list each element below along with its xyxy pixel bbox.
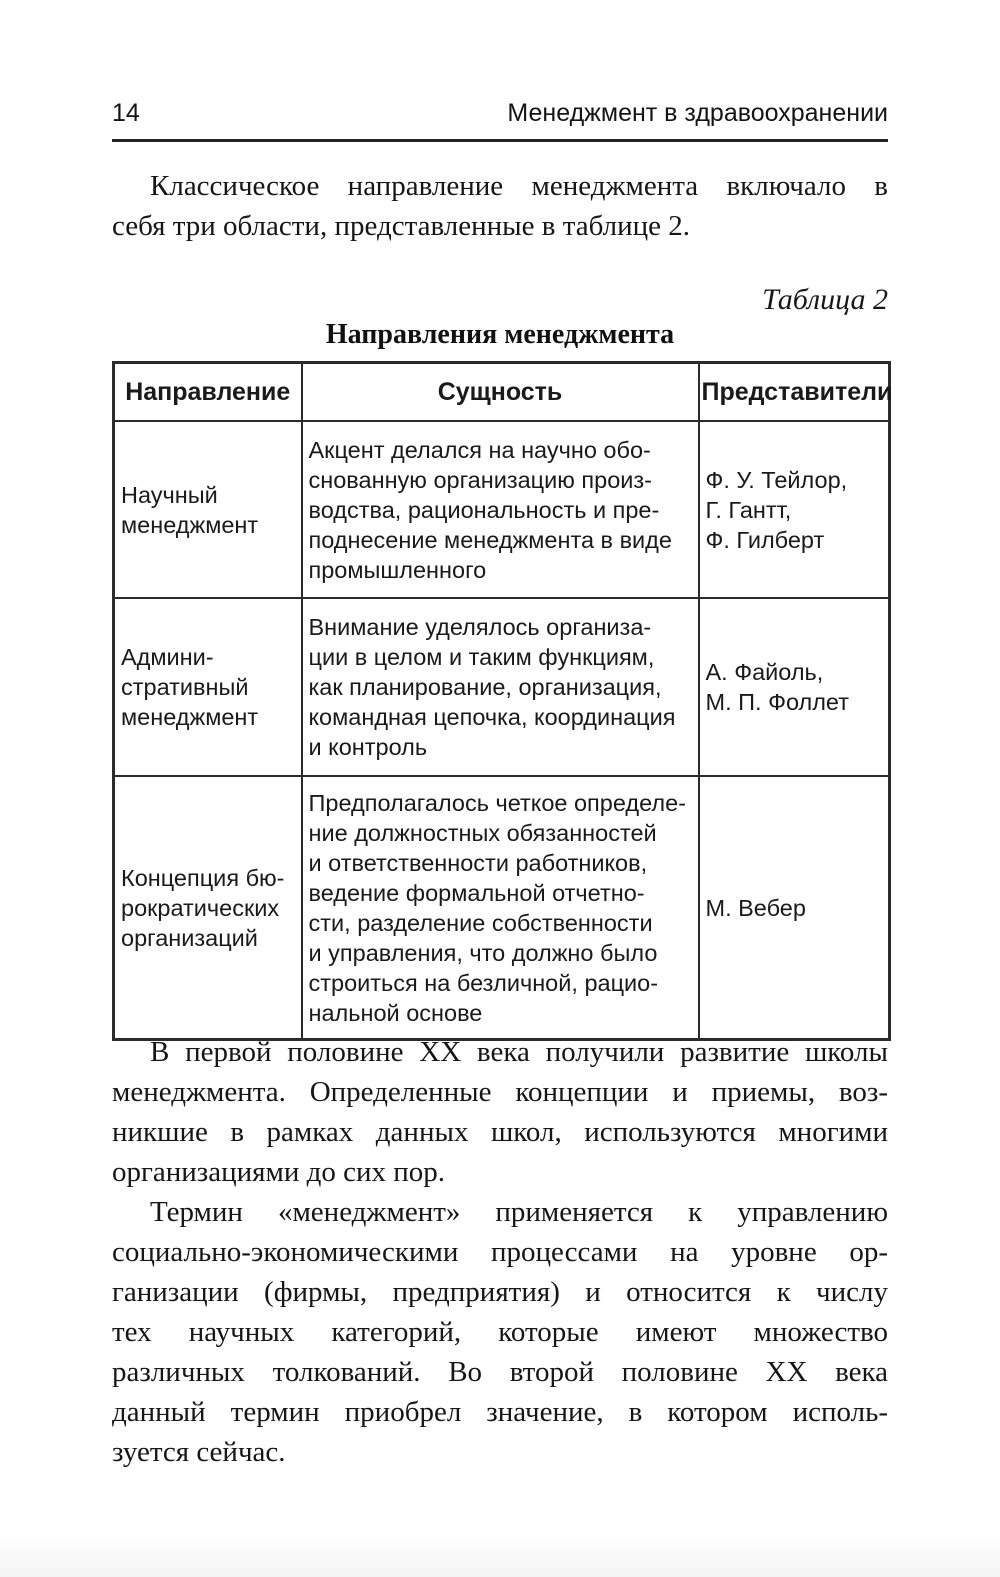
text-line: Научный bbox=[121, 481, 218, 508]
text-line: различных толкований. Во второй половине XX века bbox=[112, 1356, 888, 1388]
text-line: менеджмент bbox=[121, 704, 259, 730]
text-line: В первой половине XX века получили развитие школы bbox=[150, 1036, 888, 1068]
term-paragraph bbox=[112, 1192, 888, 1472]
direction-cell bbox=[114, 776, 302, 1040]
text-line: строиться на безличной, рацио- bbox=[308, 969, 659, 996]
text-line: и ответственности работников, bbox=[308, 849, 648, 876]
header-cell-representatives: Представители bbox=[699, 363, 890, 422]
text-line: организаций bbox=[121, 924, 258, 951]
text-line: и контроль bbox=[308, 734, 428, 760]
text-line: А. Файоль, bbox=[705, 659, 824, 685]
text-line: и управления, что должно было bbox=[308, 939, 658, 966]
header-rule bbox=[112, 139, 888, 142]
text-line: М. Вебер bbox=[705, 894, 806, 921]
text-line: водства, рациональность и пре- bbox=[308, 496, 660, 523]
text-line: ции в целом и таким функциям, bbox=[308, 644, 655, 670]
lower-text-block bbox=[112, 1032, 888, 1472]
text-line: нальной основе bbox=[308, 999, 483, 1026]
text-line: Классическое направление менеджмента включало в bbox=[150, 170, 888, 202]
text-line: Термин «менеджмент» применяется к управлению bbox=[150, 1196, 888, 1228]
text-line: никшие в рамках данных школ, используются многими bbox=[112, 1116, 888, 1148]
text-line: Акцент делался на научно обо- bbox=[308, 436, 651, 463]
text-line: организациями до сих пор. bbox=[112, 1156, 446, 1188]
representatives-cell bbox=[699, 421, 890, 598]
text-line: ганизации (фирмы, предприятия) и относится к числу bbox=[112, 1276, 888, 1308]
text-line: сти, разделение собственности bbox=[308, 909, 653, 936]
table-row-administrative-management bbox=[114, 598, 890, 776]
direction-cell bbox=[114, 421, 302, 598]
text-line: как планирование, организация, bbox=[308, 674, 662, 700]
essence-cell bbox=[302, 598, 699, 776]
text-line: Внимание уделялось организа- bbox=[308, 614, 652, 640]
text-line: рократических bbox=[121, 894, 280, 921]
text-line: Предполагалось четкое определе- bbox=[308, 789, 687, 816]
management-directions-table bbox=[112, 361, 891, 1041]
text-line: промышленного bbox=[308, 556, 487, 583]
header-cell-essence: Сущность bbox=[302, 363, 699, 422]
direction-cell bbox=[114, 598, 302, 776]
text-line: ние должностных обязанностей bbox=[308, 819, 657, 846]
text-line: менеджмента. Определенные концепции и приемы, воз- bbox=[112, 1076, 888, 1108]
running-head bbox=[112, 98, 888, 128]
text-line: снованную организацию произ- bbox=[308, 466, 652, 493]
table-row-scientific-management bbox=[114, 421, 890, 598]
representatives-cell bbox=[699, 776, 890, 1040]
essence-cell bbox=[302, 421, 699, 598]
text-line: Г. Гантт, bbox=[705, 496, 792, 523]
intro-paragraph bbox=[112, 166, 888, 246]
text-line: Ф. У. Тейлор, bbox=[705, 466, 848, 493]
running-title: Менеджмент в здравоохранении bbox=[507, 99, 888, 127]
text-line: себя три области, представленные в таблице 2. bbox=[112, 210, 691, 242]
table-title: Направления менеджмента bbox=[325, 319, 675, 350]
header-cell-direction: Направление bbox=[114, 363, 302, 422]
table-row-bureaucratic-organizations bbox=[114, 776, 890, 1040]
text-line: ведение формальной отчетно- bbox=[308, 879, 645, 906]
text-line: стративный bbox=[121, 674, 249, 700]
text-line: Админи- bbox=[121, 644, 214, 670]
text-line: данный термин приобрел значение, в котором исполь- bbox=[112, 1396, 888, 1428]
essence-cell bbox=[302, 776, 699, 1040]
text-line: менеджмент bbox=[121, 511, 259, 538]
table-caption: Таблица 2 bbox=[762, 283, 888, 316]
table-wrapper bbox=[112, 361, 891, 1041]
text-line: поднесение менеджмента в виде bbox=[308, 526, 672, 553]
text-line: командная цепочка, координация bbox=[308, 704, 676, 730]
text-line: тех научных категорий, которые имеют множество bbox=[112, 1316, 888, 1348]
representatives-cell bbox=[699, 598, 890, 776]
text-line: зуется сейчас. bbox=[112, 1436, 286, 1468]
text-line: Концепция бю- bbox=[121, 864, 285, 891]
page-number: 14 bbox=[112, 99, 140, 127]
table-header-row bbox=[114, 363, 890, 422]
text-line: М. П. Фоллет bbox=[705, 689, 849, 715]
text-line: Ф. Гилберт bbox=[705, 526, 825, 553]
text-line: социально-экономическими процессами на уровне ор- bbox=[112, 1236, 888, 1268]
schools-paragraph bbox=[112, 1032, 888, 1192]
